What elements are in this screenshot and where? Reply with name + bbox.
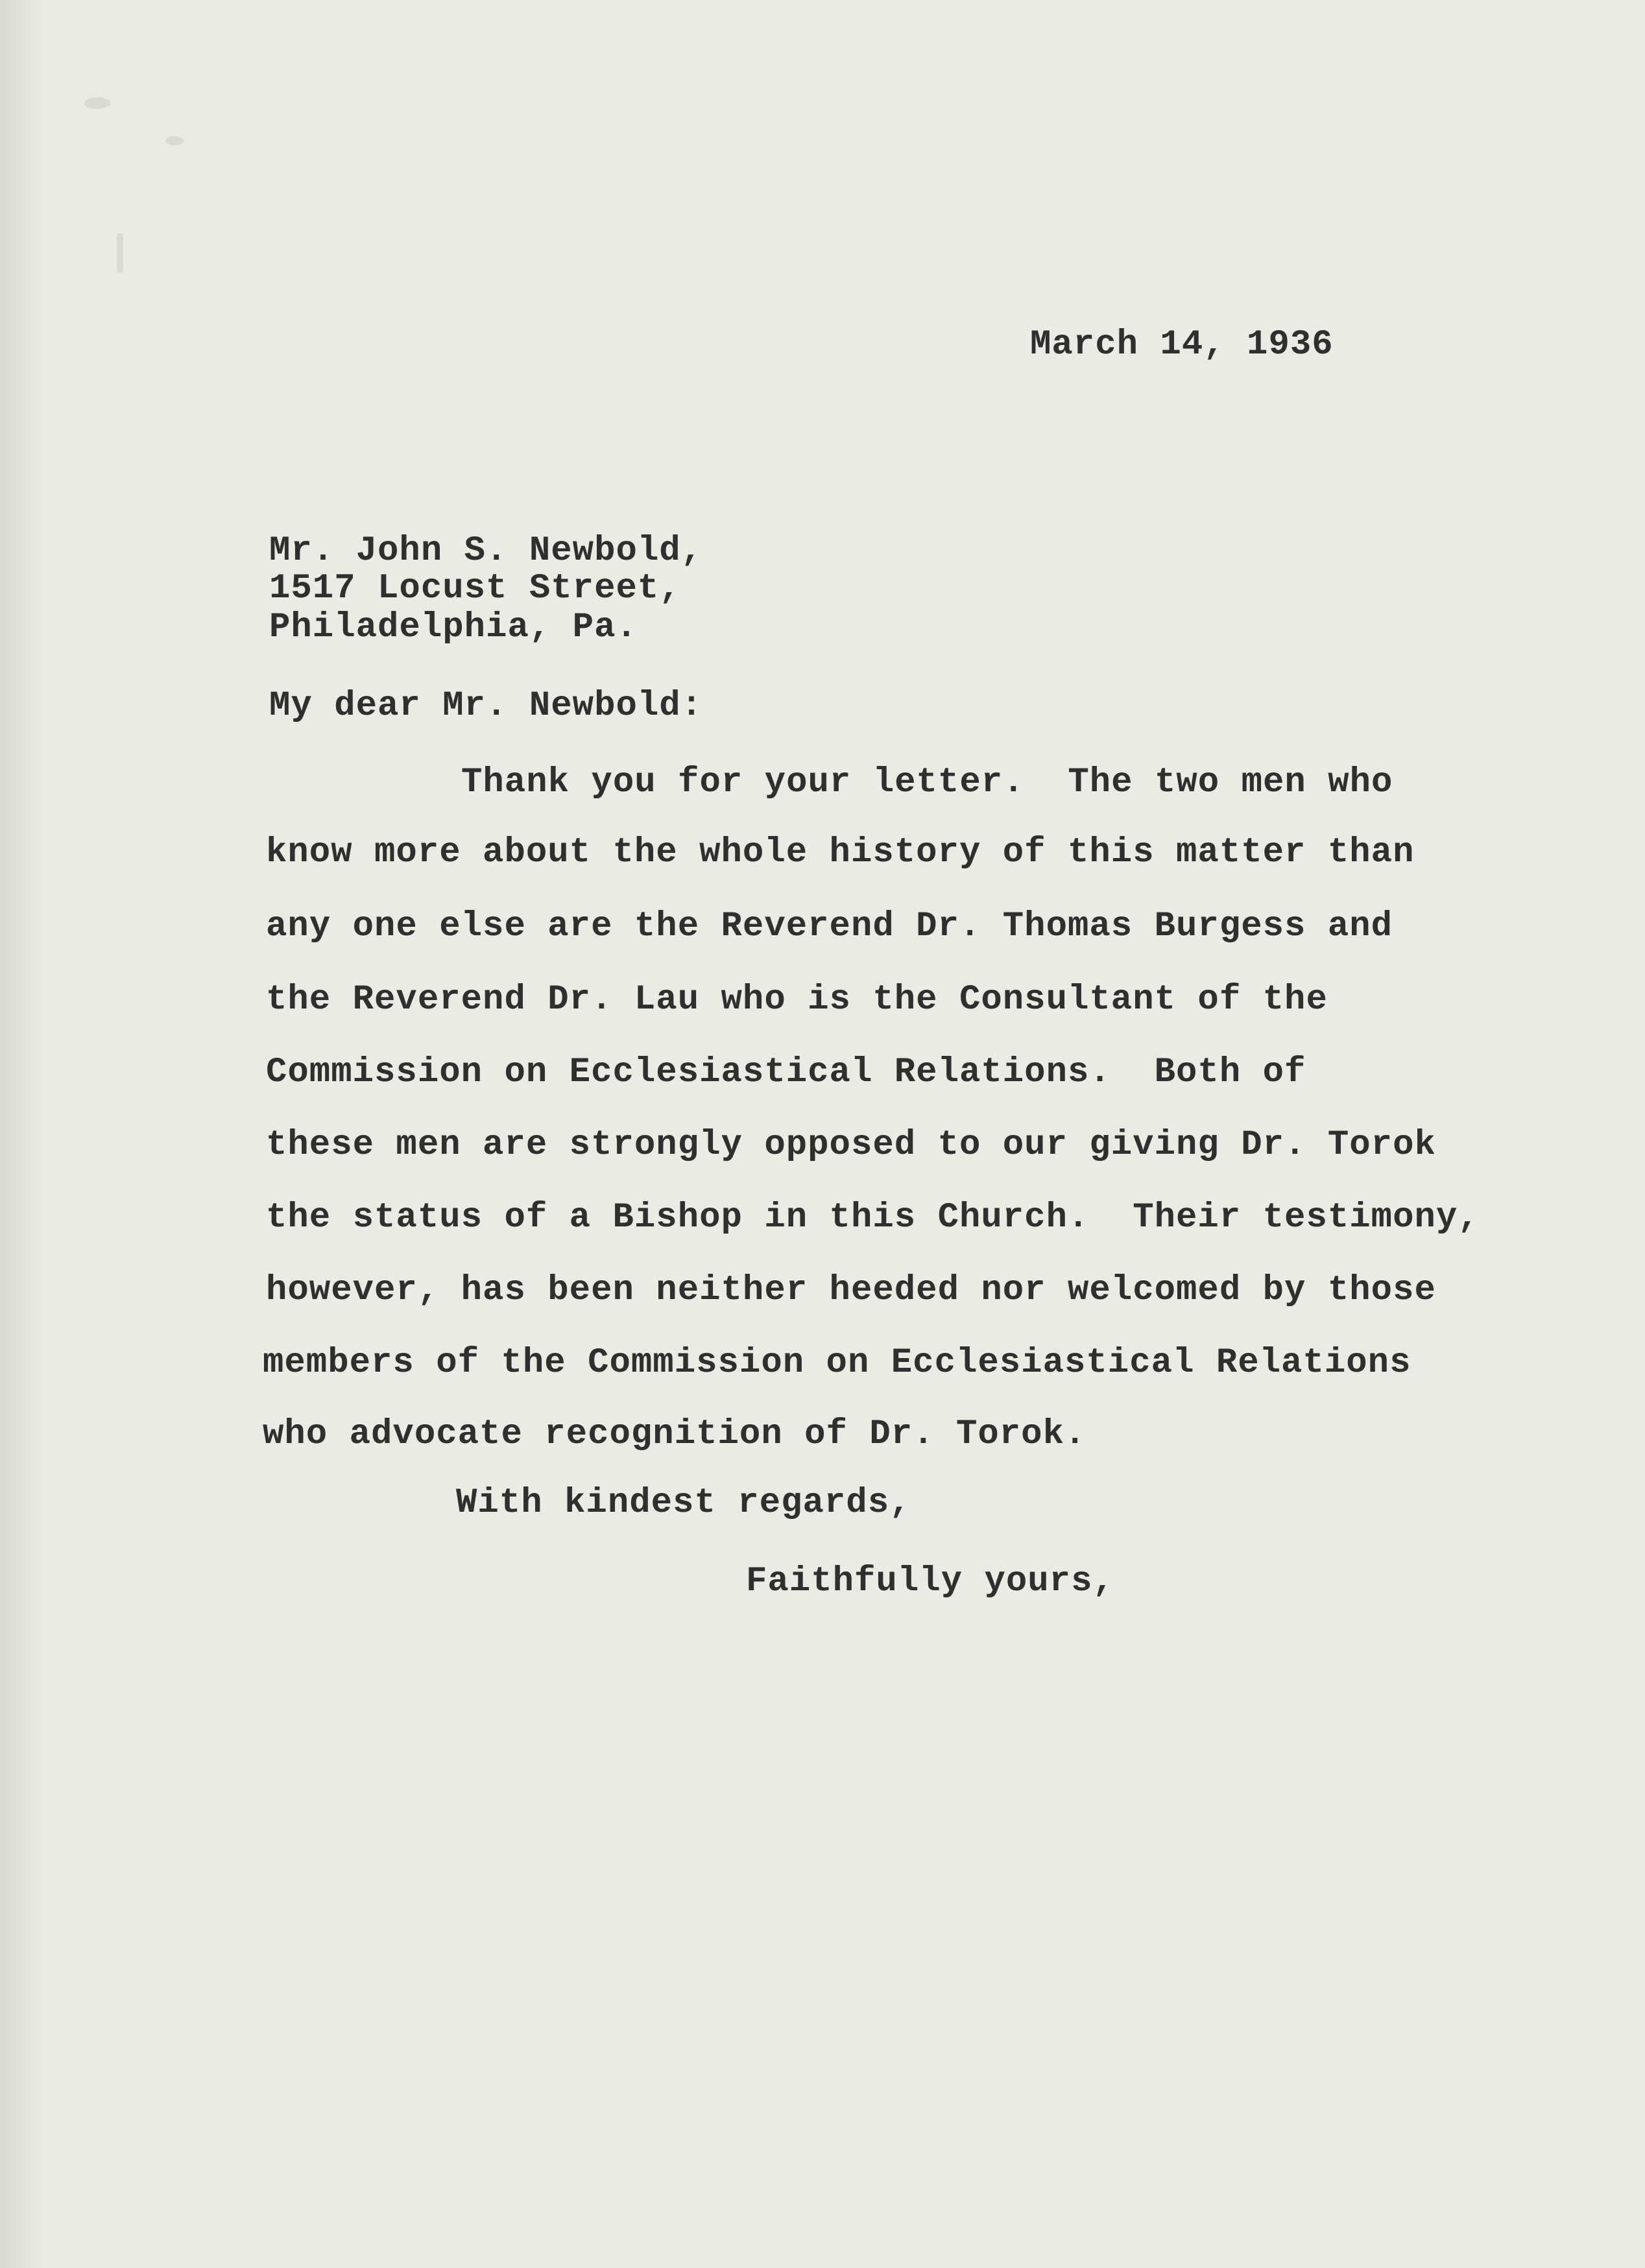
paper-mark xyxy=(84,97,110,109)
body-line: these men are strongly opposed to our giving Dr. Torok xyxy=(266,1125,1436,1165)
body-line: Thank you for your letter. The two men who xyxy=(461,763,1393,802)
recipient-street: 1517 Locust Street, xyxy=(269,569,681,608)
body-line: any one else are the Reverend Dr. Thomas Burgess and xyxy=(266,907,1393,946)
recipient-name: Mr. John S. Newbold, xyxy=(269,531,703,571)
body-line: who advocate recognition of Dr. Torok. xyxy=(263,1415,1087,1454)
body-line: know more about the whole history of this matter than xyxy=(266,833,1415,872)
paper-mark xyxy=(117,233,123,272)
regards: With kindest regards, xyxy=(456,1483,911,1523)
body-line: the status of a Bishop in this Church. Their testimony, xyxy=(266,1198,1480,1237)
salutation: My dear Mr. Newbold: xyxy=(269,686,703,726)
paper-mark xyxy=(165,136,184,145)
body-line: the Reverend Dr. Lau who is the Consultant of the xyxy=(266,980,1328,1020)
body-line: members of the Commission on Ecclesiastical Relations xyxy=(263,1343,1411,1383)
recipient-city: Philadelphia, Pa. xyxy=(269,608,638,647)
body-line: however, has been neither heeded nor welcomed by those xyxy=(266,1271,1436,1310)
letter-date: March 14, 1936 xyxy=(1030,325,1334,364)
page-edge-shadow xyxy=(0,0,45,2268)
body-line: Commission on Ecclesiastical Relations. Both of xyxy=(266,1053,1306,1092)
closing: Faithfully yours, xyxy=(746,1562,1114,1601)
